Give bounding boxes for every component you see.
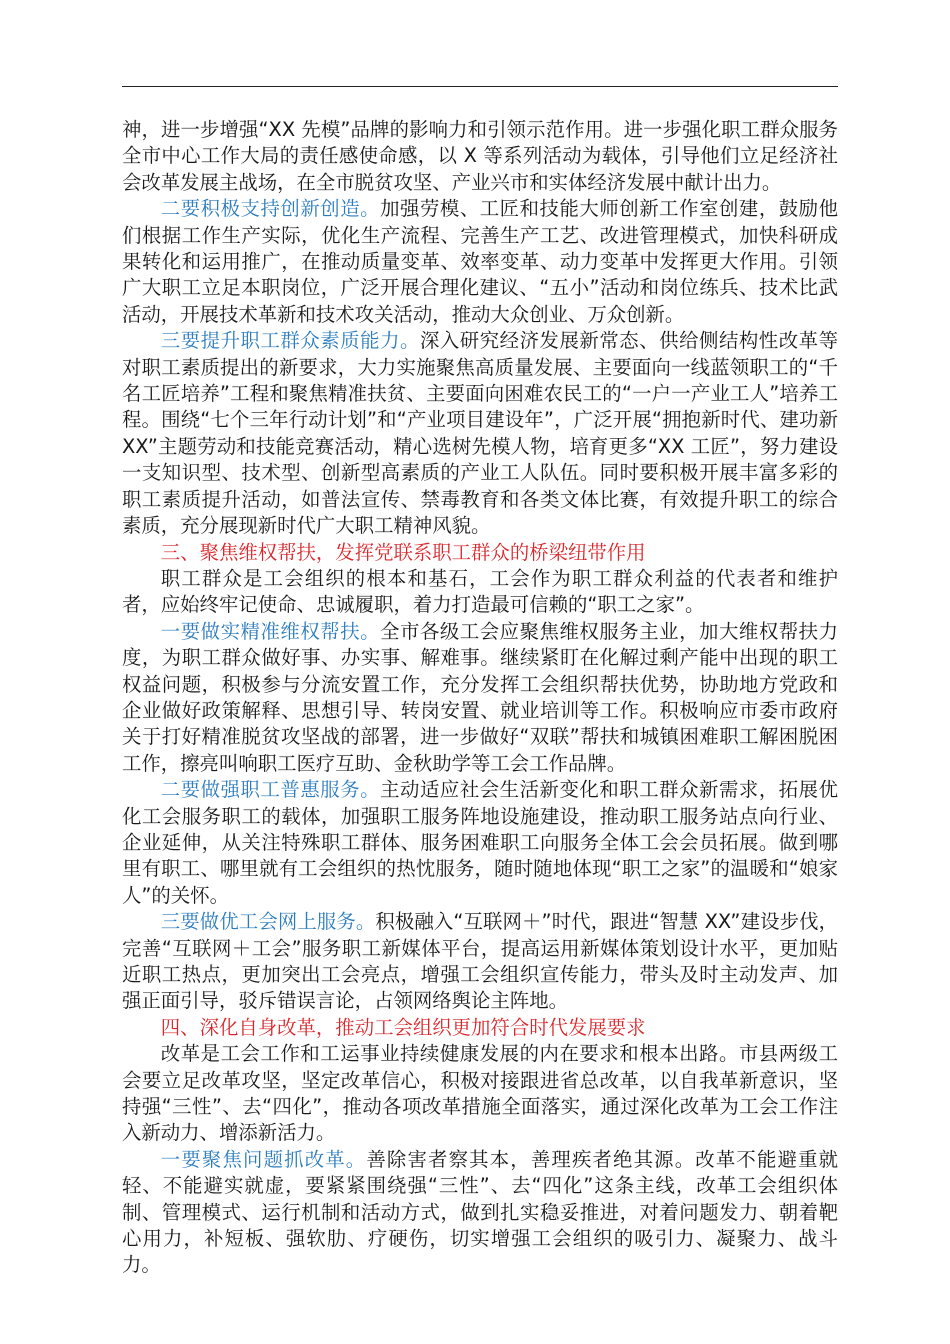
paragraph-lead: 三要提升职工群众素质能力。 — [160, 329, 420, 353]
paragraph-lead: 一要聚焦问题抓改革。 — [160, 1147, 367, 1171]
paragraph-lead: 三要做优工会网上服务。 — [160, 910, 376, 934]
paragraph-quality: 三要提升职工群众素质能力。深入研究经济发展新常态、供给侧结构性改革等对职工素质提出的新要求，大力实施聚焦高质量发展、主要面向一线蓝领职工的“千名工匠培养”工程和聚焦精准扶贫、主要面向困难农民工的“一户一产业工人”培养工程。围绕“七个三年行动计划”和“产业项目建设年”，广泛开展“拥抱新时代、建功新 XX”主题劳动和技能竞赛活动，精心选树先模人物，培育更多“XX 工匠”，努力建设一支知识型、技术型、创新型高素质的产业工人队伍。同时要积极开展丰富多彩的职工素质提升活动，如普法宣传、禁毒教育和各类文体比赛，有效提升职工的综合素质，充分展现新时代广大职工精神风貌。 — [122, 329, 839, 538]
paragraph-lead: 二要做强职工普惠服务。 — [160, 778, 381, 802]
paragraph-innovation: 二要积极支持创新创造。加强劳模、工匠和技能大师创新工作室创建，鼓励他们根据工作生产实际，优化生产流程、完善生产工艺、改进管理模式，加快科研成果转化和运用推广，在推动质量变革、效率变革、动力变革中发挥更大作用。引领广大职工立足本职岗位，广泛开展合理化建议、“五小”活动和岗位练兵、技术比武活动，开展技术革新和技术攻关活动，推动大众创业、万众创新。 — [122, 197, 839, 326]
paragraph-reform: 一要聚焦问题抓改革。善除害者察其本，善理疾者绝其源。改革不能避重就轻、不能避实就虚，要紧紧围绕强“三性”、去“四化”这条主线，改革工会组织体制、管理模式、运行机制和活动方式，做到扎实稳妥推进，对着问题发力、朝着靶心用力，补短板、强软肋、疗硬伤，切实增强工会组织的吸引力、凝聚力、战斗力。 — [122, 1147, 839, 1277]
paragraph-section4-intro: 改革是工会工作和工运事业持续健康发展的内在要求和根本出路。市县两级工会要立足改革攻坚，坚定改革信心，积极对接跟进省总改革，以自我革新意识，坚持强“三性”、去“四化”，推动各项改革措施全面落实，通过深化改革为工会工作注入新动力、增添新活力。 — [122, 1042, 838, 1145]
document-body — [122, 117, 838, 1279]
paragraph-lead: 一要做实精准维权帮扶。 — [160, 619, 381, 643]
paragraph-service: 二要做强职工普惠服务。主动适应社会生活新变化和职工群众新需求，拓展优化工会服务职工的载体，加强职工服务阵地设施建设，推动职工服务站点向行业、企业延伸，从关注特殊职工群体、服务困难职工向服务全体工会会员拓展。做到哪里有职工、哪里就有工会组织的热忱服务，随时随地体现“职工之家”的温暖和“娘家人”的关怀。 — [122, 778, 839, 907]
paragraph-continuation: 神，进一步增强“XX 先模”品牌的影响力和引领示范作用。进一步强化职工群众服务全市中心工作大局的责任感使命感，以 X 等系列活动为载体，引导他们立足经济社会改革发展主战场，在全市脱贫攻坚、产业兴市和实体经济发展中献计出力。 — [122, 118, 838, 194]
section-heading-3: 三、聚焦维权帮扶，发挥党联系职工群众的桥梁纽带作用 — [160, 540, 646, 564]
header-rule — [122, 86, 838, 87]
paragraph-online: 三要做优工会网上服务。积极融入“互联网＋”时代，跟进“智慧 XX”建设步伐，完善“互联网＋工会”服务职工新媒体平台，提高运用新媒体策划设计水平，更加贴近职工热点，更加突出工会亮点，增强工会组织宣传能力，带头及时主动发声、加强正面引导，驳斥错误言论，占领网络舆论主阵地。 — [122, 910, 838, 1013]
paragraph-lead: 二要积极支持创新创造。 — [160, 197, 381, 221]
paragraph-section3-intro: 职工群众是工会组织的根本和基石，工会作为职工群众利益的代表者和维护者，应始终牢记使命、忠诚履职，着力打造最可信赖的“职工之家”。 — [122, 566, 838, 617]
paragraph-rights: 一要做实精准维权帮扶。全市各级工会应聚焦维权服务主业，加大维权帮扶力度，为职工群众做好事、办实事、解难事。继续紧盯在化解过剩产能中出现的职工权益问题，积极参与分流安置工作，充分发挥工会组织帮扶优势，协助地方党政和企业做好政策解释、思想引导、转岗安置、就业培训等工作。积极响应市委市政府关于打好精准脱贫攻坚战的部署，进一步做好“双联”帮扶和城镇困难职工解困脱困工作，擦亮叫响职工医疗互助、金秋助学等工会工作品牌。 — [122, 619, 839, 775]
section-heading-4: 四、深化自身改革，推动工会组织更加符合时代发展要求 — [160, 1015, 646, 1039]
